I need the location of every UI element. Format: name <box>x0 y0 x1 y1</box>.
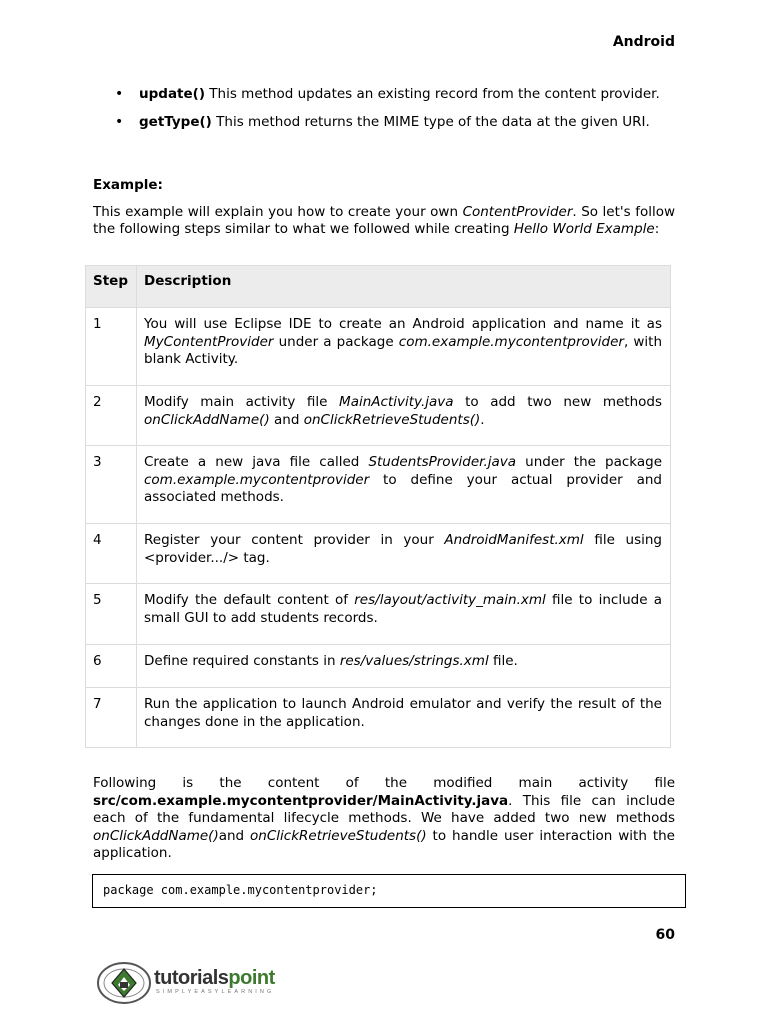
step-number: 1 <box>86 308 137 386</box>
table-row <box>86 688 671 748</box>
method-bullet-list <box>93 86 675 141</box>
header-step: Step <box>86 266 137 308</box>
method-ref: onClickRetrieveStudents() <box>250 827 427 844</box>
intro-text: This example will explain you how to create your own <box>93 204 463 220</box>
main-activity-paragraph <box>93 775 675 863</box>
description-text: to add two new methods <box>453 394 662 410</box>
method-desc: This method updates an existing record from the content provider. <box>209 86 660 102</box>
table-row <box>86 524 671 584</box>
step-description <box>137 524 671 584</box>
logo-wordmark <box>154 967 275 990</box>
step-number: 7 <box>86 688 137 748</box>
logo-word-b: point <box>228 967 275 989</box>
table-row <box>86 645 671 688</box>
description-text: file to include a small GUI to add students records. <box>144 592 662 626</box>
description-italic: MyContentProvider <box>144 333 274 350</box>
table-row <box>86 446 671 524</box>
table-row <box>86 308 671 386</box>
description-text: under the package <box>516 454 663 470</box>
description-text: , with blank Activity. <box>144 333 663 367</box>
step-number: 3 <box>86 446 137 524</box>
description-italic: com.example.mycontentprovider <box>144 471 370 488</box>
description-text: Modify main activity file <box>144 394 340 410</box>
method-desc: This method returns the MIME type of the data at the given URI. <box>216 113 650 130</box>
description-text: Modify the default content of <box>144 592 355 608</box>
table-row <box>86 584 671 645</box>
step-description <box>137 688 671 748</box>
file-path: src/com.example.mycontentprovider/MainActivity.java <box>93 792 509 809</box>
logo-tagline: SIMPLYEASYLEARNING <box>156 989 275 995</box>
intro-text: : <box>654 221 660 237</box>
page-number: 60 <box>655 927 675 943</box>
description-text: to define your actual provider and associated methods. <box>144 471 662 505</box>
step-number: 5 <box>86 584 137 645</box>
tutorialspoint-logo <box>96 955 311 1009</box>
code-block: package com.example.mycontentprovider; <box>92 874 686 908</box>
header-description: Description <box>137 266 671 308</box>
bullet-update <box>93 86 675 104</box>
intro-text: . So let's follow the following steps similar to what we followed while creating <box>93 204 676 237</box>
description-text: Run the application to launch Android emulator and verify the result of the changes done in the application. <box>144 696 662 730</box>
description-italic: onClickRetrieveStudents() <box>303 411 481 428</box>
description-text: file using <provider.../> tag. <box>144 532 662 566</box>
step-number: 6 <box>86 645 137 688</box>
intro-paragraph <box>93 204 675 238</box>
para-text: . This file can include each of the fundamental lifecycle methods. We have added two new methods <box>93 792 675 826</box>
table-row <box>86 386 671 446</box>
step-description <box>137 446 671 524</box>
intro-italic: Hello World Example <box>513 221 655 237</box>
logo-word-a: tutorials <box>154 967 229 989</box>
description-text: Register your content provider in your <box>144 532 445 548</box>
method-name: update() <box>139 86 205 102</box>
description-text: file. <box>488 653 518 669</box>
step-number: 2 <box>86 386 137 446</box>
description-text: and <box>269 411 304 428</box>
step-description <box>137 584 671 645</box>
step-description <box>137 386 671 446</box>
method-ref: onClickAddName() <box>93 827 219 844</box>
example-heading: Example: <box>93 177 163 193</box>
step-description <box>137 645 671 688</box>
description-text: Define required constants in <box>144 653 340 669</box>
table-body <box>86 308 671 748</box>
description-italic: StudentsProvider.java <box>368 454 517 470</box>
step-number: 4 <box>86 524 137 584</box>
para-text: to handle user interaction with the application. <box>93 827 675 861</box>
table-header-row <box>86 266 671 308</box>
description-text: under a package <box>273 333 399 350</box>
step-description <box>137 308 671 386</box>
steps-table <box>85 265 671 748</box>
logo-emblem-icon <box>96 955 152 1009</box>
description-italic: onClickAddName() <box>144 411 270 428</box>
description-text: Create a new java file called <box>144 454 369 470</box>
description-italic: AndroidManifest.xml <box>444 532 584 548</box>
description-italic: MainActivity.java <box>339 394 454 410</box>
description-text: You will use Eclipse IDE to create an Android application and name it as <box>144 316 662 332</box>
description-italic: res/values/strings.xml <box>339 653 489 669</box>
intro-italic: ContentProvider <box>462 204 573 220</box>
description-text: . <box>480 411 485 428</box>
description-italic: res/layout/activity_main.xml <box>354 592 546 608</box>
method-name: getType() <box>139 113 212 130</box>
description-italic: com.example.mycontentprovider <box>398 333 624 350</box>
para-text: and <box>218 827 251 844</box>
page-header-title: Android <box>612 34 675 50</box>
para-text: Following is the content of the modified main activity file <box>93 775 675 791</box>
bullet-gettype <box>93 114 675 132</box>
